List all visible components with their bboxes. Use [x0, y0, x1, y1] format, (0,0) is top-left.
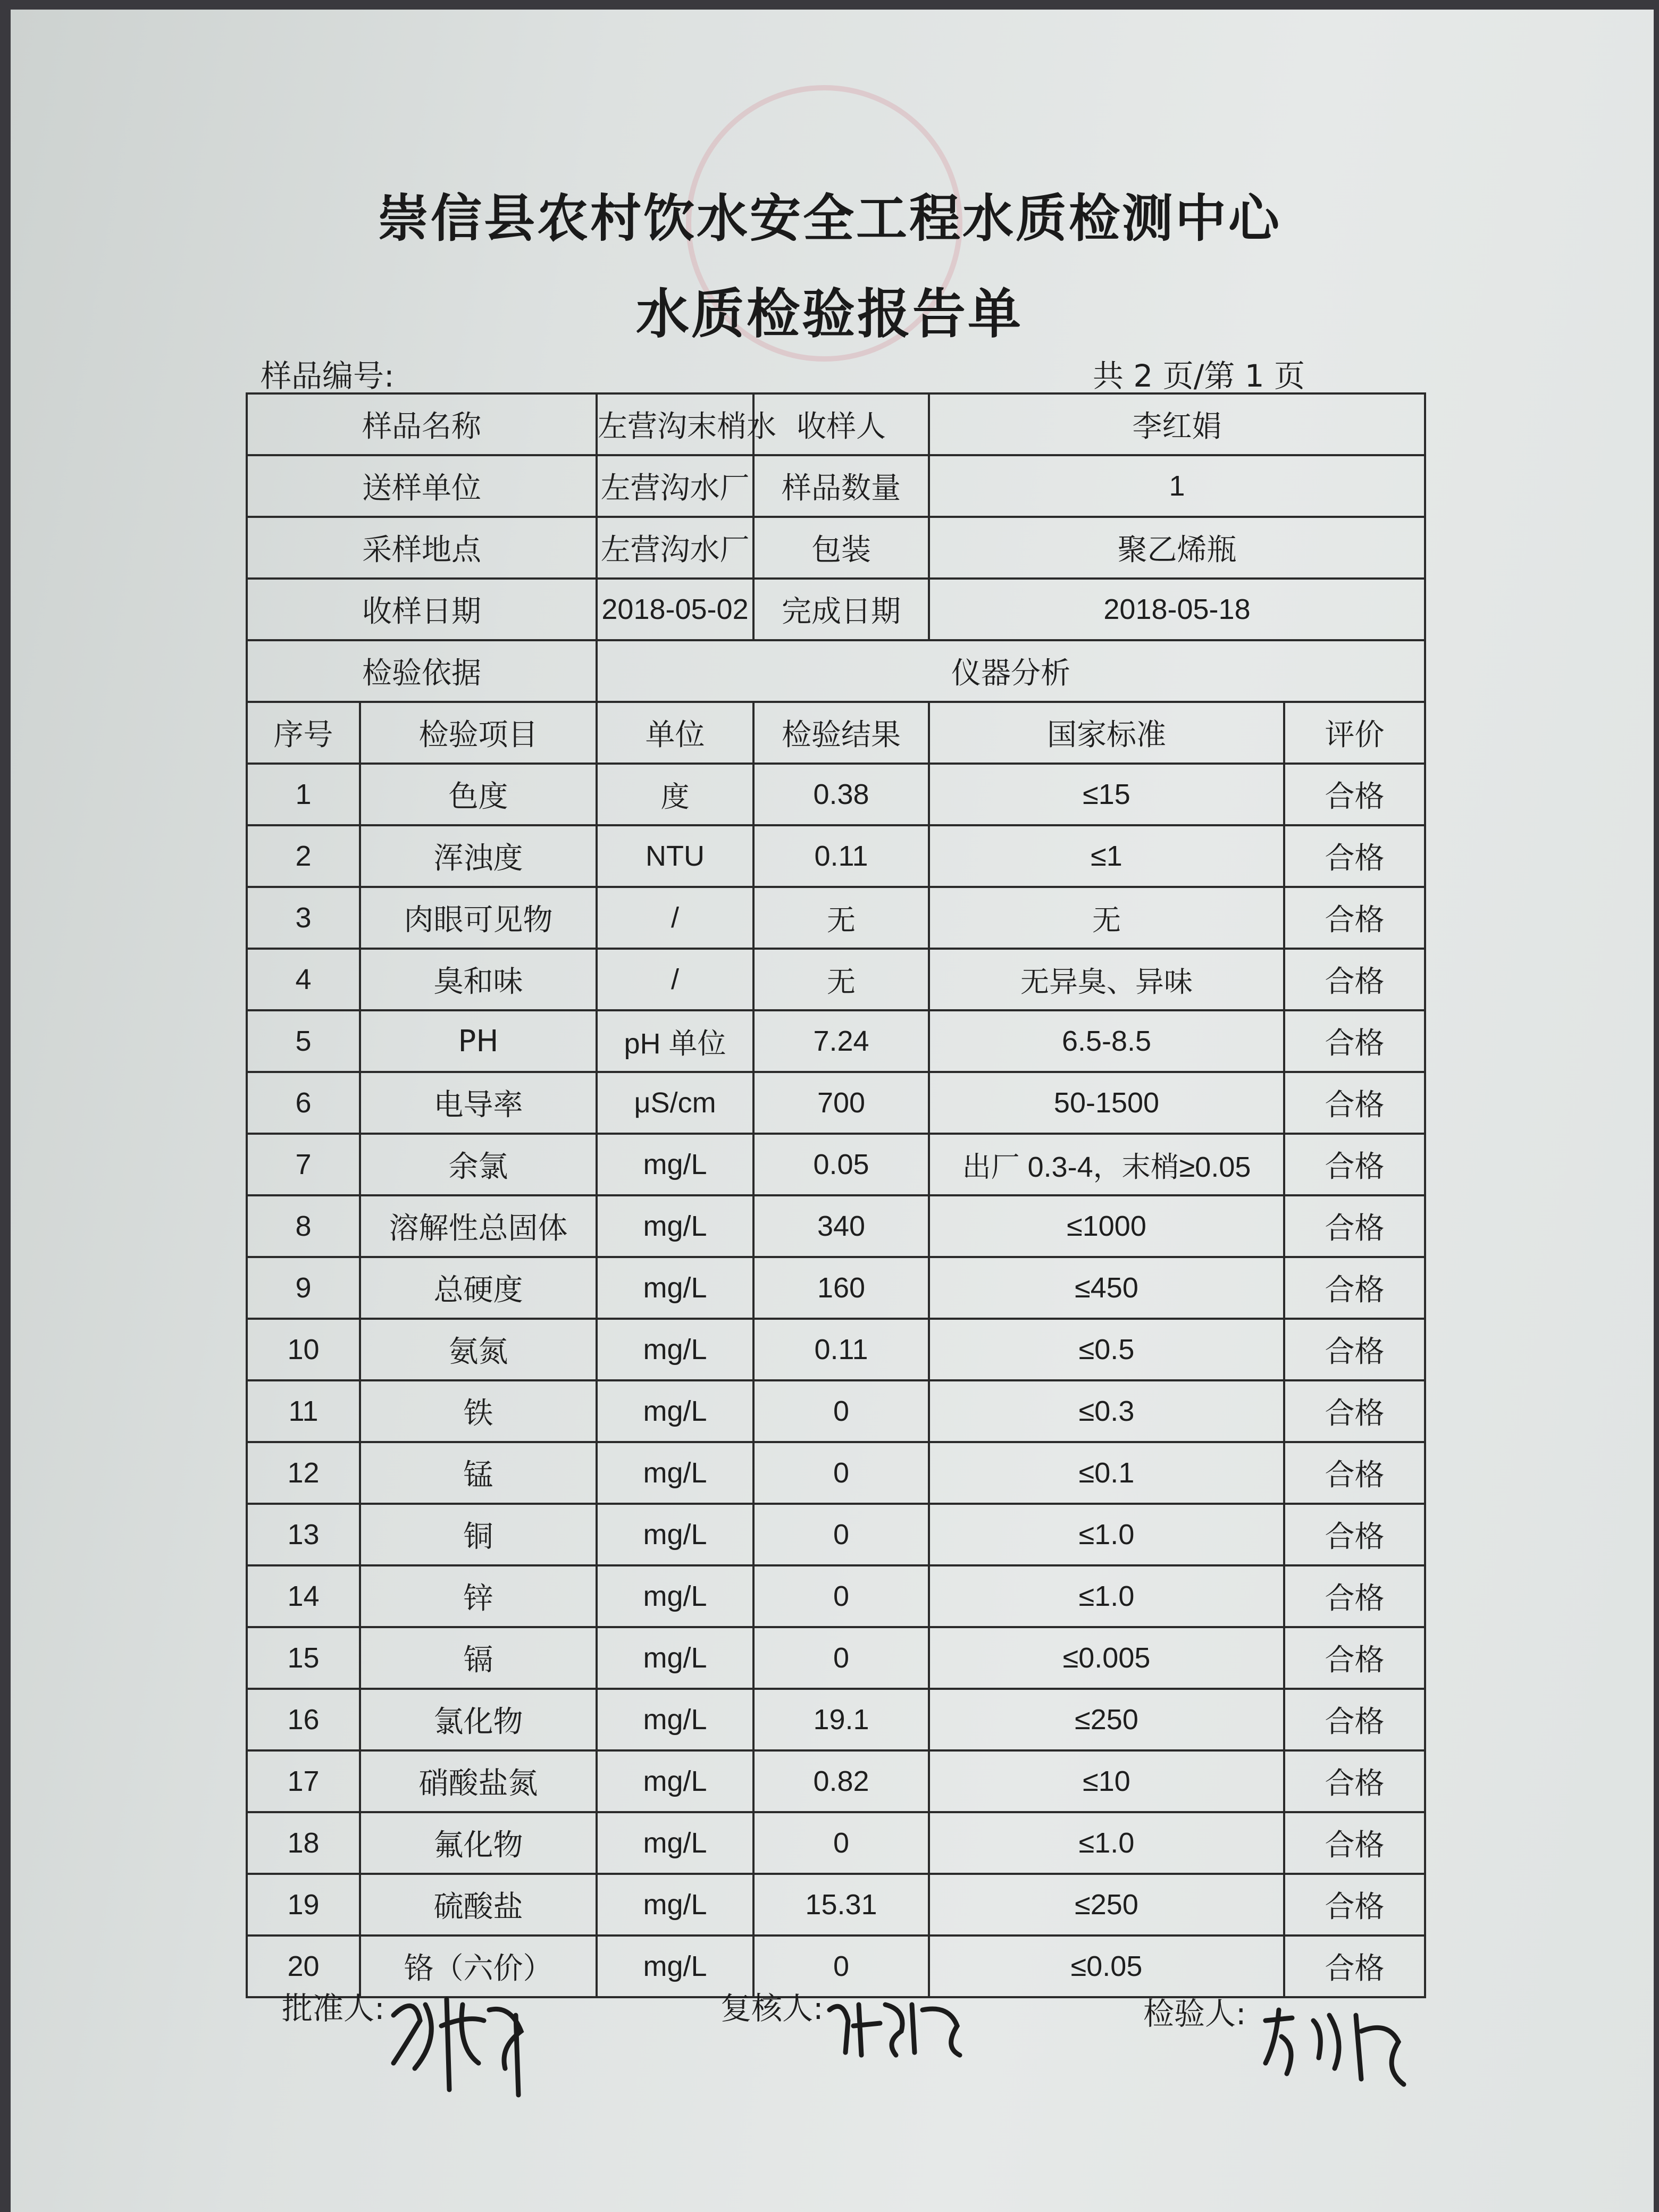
table-row	[247, 1565, 1425, 1627]
info-row	[247, 393, 1425, 455]
info-value: 聚乙烯瓶	[929, 517, 1425, 579]
table-cell: 合格	[1284, 825, 1425, 887]
table-cell: ≤1.0	[929, 1504, 1284, 1565]
table-cell: ≤450	[929, 1257, 1284, 1319]
table-cell: ≤250	[929, 1689, 1284, 1750]
table-cell: 合格	[1284, 887, 1425, 949]
info-label: 收样人	[753, 393, 929, 455]
table-cell: 合格	[1284, 949, 1425, 1010]
table-cell: 余氯	[360, 1134, 597, 1195]
column-header: 单位	[597, 702, 753, 764]
table-cell: 0	[753, 1380, 929, 1442]
table-cell: 160	[753, 1257, 929, 1319]
table-row	[247, 1257, 1425, 1319]
table-cell: 无	[753, 949, 929, 1010]
column-header-row	[247, 702, 1425, 764]
table-cell: 0.05	[753, 1134, 929, 1195]
info-label: 样品名称	[247, 393, 597, 455]
table-cell: ≤0.5	[929, 1319, 1284, 1380]
table-row	[247, 1134, 1425, 1195]
table-cell: ≤0.005	[929, 1627, 1284, 1689]
report-table	[246, 392, 1426, 1998]
table-row	[247, 1010, 1425, 1072]
table-row	[247, 1812, 1425, 1874]
table-cell: 合格	[1284, 1504, 1425, 1565]
table-cell: 肉眼可见物	[360, 887, 597, 949]
sample-number-label: 样品编号:	[261, 358, 395, 394]
table-cell: 合格	[1284, 1627, 1425, 1689]
info-row	[247, 455, 1425, 517]
reviewer-signature	[822, 1989, 970, 2063]
table-cell: mg/L	[597, 1750, 753, 1812]
table-cell: 2	[247, 825, 360, 887]
table-cell: 锰	[360, 1442, 597, 1504]
table-cell: 0.38	[753, 764, 929, 825]
table-cell: NTU	[597, 825, 753, 887]
table-cell: 18	[247, 1812, 360, 1874]
table-cell: 度	[597, 764, 753, 825]
table-row	[247, 1442, 1425, 1504]
table-cell: 出厂 0.3-4，末梢≥0.05	[929, 1134, 1284, 1195]
table-cell: 15.31	[753, 1874, 929, 1936]
table-cell: 6.5-8.5	[929, 1010, 1284, 1072]
table-cell: 0	[753, 1565, 929, 1627]
table-cell: mg/L	[597, 1319, 753, 1380]
info-value: 左营沟末梢水	[597, 393, 753, 455]
table-row	[247, 1504, 1425, 1565]
table-cell: ≤0.05	[929, 1936, 1284, 1997]
table-cell: 铜	[360, 1504, 597, 1565]
basis-label: 检验依据	[247, 640, 597, 702]
info-value: 1	[929, 455, 1425, 517]
table-cell: 9	[247, 1257, 360, 1319]
approver-signature	[383, 1983, 542, 2111]
table-cell: ≤15	[929, 764, 1284, 825]
table-row	[247, 1627, 1425, 1689]
table-cell: ≤1	[929, 825, 1284, 887]
table-cell: 浑浊度	[360, 825, 597, 887]
table-row	[247, 1380, 1425, 1442]
table-cell: 合格	[1284, 1010, 1425, 1072]
inspector-label: 检验人:	[1143, 1996, 1246, 2032]
table-cell: 11	[247, 1380, 360, 1442]
table-cell: 4	[247, 949, 360, 1010]
info-value: 李红娟	[929, 393, 1425, 455]
table-cell: 8	[247, 1195, 360, 1257]
table-cell: 总硬度	[360, 1257, 597, 1319]
page-info: 共 2 页/第 1 页	[1093, 358, 1305, 394]
table-cell: 锌	[360, 1565, 597, 1627]
table-cell: ≤0.3	[929, 1380, 1284, 1442]
table-cell: 无	[753, 887, 929, 949]
table-cell: 溶解性总固体	[360, 1195, 597, 1257]
table-cell: 1	[247, 764, 360, 825]
info-label: 完成日期	[753, 579, 929, 640]
table-cell: 合格	[1284, 1442, 1425, 1504]
table-cell: mg/L	[597, 1627, 753, 1689]
page-subtitle: 水质检验报告单	[636, 283, 1023, 345]
info-label: 采样地点	[247, 517, 597, 579]
table-cell: 合格	[1284, 1380, 1425, 1442]
table-row	[247, 949, 1425, 1010]
table-cell: ≤1.0	[929, 1565, 1284, 1627]
approver-label: 批准人:	[282, 1990, 385, 2026]
table-cell: mg/L	[597, 1874, 753, 1936]
table-cell: PH	[360, 1010, 597, 1072]
table-cell: ≤1000	[929, 1195, 1284, 1257]
info-value: 2018-05-18	[929, 579, 1425, 640]
info-value: 左营沟水厂	[597, 455, 753, 517]
table-cell: 0	[753, 1812, 929, 1874]
basis-row	[247, 640, 1425, 702]
page-title: 崇信县农村饮水安全工程水质检测中心	[378, 189, 1281, 248]
table-cell: 6	[247, 1072, 360, 1134]
table-cell: 臭和味	[360, 949, 597, 1010]
info-label: 送样单位	[247, 455, 597, 517]
table-cell: 3	[247, 887, 360, 949]
info-label: 包装	[753, 517, 929, 579]
table-cell: 铁	[360, 1380, 597, 1442]
table-cell: ≤10	[929, 1750, 1284, 1812]
info-row	[247, 517, 1425, 579]
table-row	[247, 1689, 1425, 1750]
table-cell: 0	[753, 1627, 929, 1689]
table-cell: ≤1.0	[929, 1812, 1284, 1874]
table-row	[247, 1072, 1425, 1134]
basis-value: 仪器分析	[597, 640, 1425, 702]
table-cell: mg/L	[597, 1134, 753, 1195]
table-cell: 0.11	[753, 825, 929, 887]
table-cell: 0	[753, 1936, 929, 1997]
table-cell: 合格	[1284, 1195, 1425, 1257]
table-cell: mg/L	[597, 1812, 753, 1874]
table-cell: 7	[247, 1134, 360, 1195]
table-cell: 15	[247, 1627, 360, 1689]
table-cell: 14	[247, 1565, 360, 1627]
reviewer-label: 复核人:	[720, 1990, 824, 2026]
table-cell: pH 单位	[597, 1010, 753, 1072]
table-cell: 镉	[360, 1627, 597, 1689]
table-cell: mg/L	[597, 1380, 753, 1442]
table-cell: 12	[247, 1442, 360, 1504]
table-cell: /	[597, 949, 753, 1010]
table-cell: 合格	[1284, 1936, 1425, 1997]
info-value: 2018-05-02	[597, 579, 753, 640]
table-cell: 13	[247, 1504, 360, 1565]
table-cell: 合格	[1284, 1257, 1425, 1319]
table-cell: 0	[753, 1504, 929, 1565]
info-row	[247, 579, 1425, 640]
table-cell: 电导率	[360, 1072, 597, 1134]
table-cell: ≤0.1	[929, 1442, 1284, 1504]
table-row	[247, 1874, 1425, 1936]
table-cell: mg/L	[597, 1195, 753, 1257]
table-cell: /	[597, 887, 753, 949]
table-row	[247, 1195, 1425, 1257]
table-cell: 铬（六价）	[360, 1936, 597, 1997]
table-cell: 0.11	[753, 1319, 929, 1380]
table-cell: 合格	[1284, 1565, 1425, 1627]
info-label: 样品数量	[753, 455, 929, 517]
table-row	[247, 1319, 1425, 1380]
table-cell: 合格	[1284, 1750, 1425, 1812]
column-header: 检验项目	[360, 702, 597, 764]
table-cell: 7.24	[753, 1010, 929, 1072]
table-cell: mg/L	[597, 1504, 753, 1565]
table-cell: mg/L	[597, 1565, 753, 1627]
column-header: 国家标准	[929, 702, 1284, 764]
table-cell: 合格	[1284, 764, 1425, 825]
table-cell: 硫酸盐	[360, 1874, 597, 1936]
table-cell: 无异臭、异味	[929, 949, 1284, 1010]
column-header: 序号	[247, 702, 360, 764]
table-cell: 氨氮	[360, 1319, 597, 1380]
table-cell: 5	[247, 1010, 360, 1072]
table-row	[247, 887, 1425, 949]
table-cell: 700	[753, 1072, 929, 1134]
table-row	[247, 764, 1425, 825]
table-cell: 0.82	[753, 1750, 929, 1812]
table-row	[247, 825, 1425, 887]
table-cell: 19.1	[753, 1689, 929, 1750]
table-cell: mg/L	[597, 1442, 753, 1504]
table-row	[247, 1750, 1425, 1812]
table-cell: mg/L	[597, 1257, 753, 1319]
table-cell: 合格	[1284, 1134, 1425, 1195]
table-cell: 20	[247, 1936, 360, 1997]
table-cell: 19	[247, 1874, 360, 1936]
table-cell: 50-1500	[929, 1072, 1284, 1134]
table-cell: 17	[247, 1750, 360, 1812]
table-cell: 硝酸盐氮	[360, 1750, 597, 1812]
table-cell: 合格	[1284, 1072, 1425, 1134]
table-cell: mg/L	[597, 1936, 753, 1997]
info-value: 左营沟水厂	[597, 517, 753, 579]
table-cell: 色度	[360, 764, 597, 825]
column-header: 评价	[1284, 702, 1425, 764]
table-cell: ≤250	[929, 1874, 1284, 1936]
info-label: 收样日期	[247, 579, 597, 640]
table-cell: 氟化物	[360, 1812, 597, 1874]
table-cell: 340	[753, 1195, 929, 1257]
table-cell: 10	[247, 1319, 360, 1380]
inspector-signature	[1255, 1999, 1414, 2095]
table-cell: 16	[247, 1689, 360, 1750]
column-header: 检验结果	[753, 702, 929, 764]
table-cell: mg/L	[597, 1689, 753, 1750]
table-cell: 0	[753, 1442, 929, 1504]
table-cell: 合格	[1284, 1874, 1425, 1936]
table-cell: 氯化物	[360, 1689, 597, 1750]
table-cell: 合格	[1284, 1812, 1425, 1874]
table-cell: 合格	[1284, 1319, 1425, 1380]
table-cell: 无	[929, 887, 1284, 949]
table-cell: μS/cm	[597, 1072, 753, 1134]
table-cell: 合格	[1284, 1689, 1425, 1750]
